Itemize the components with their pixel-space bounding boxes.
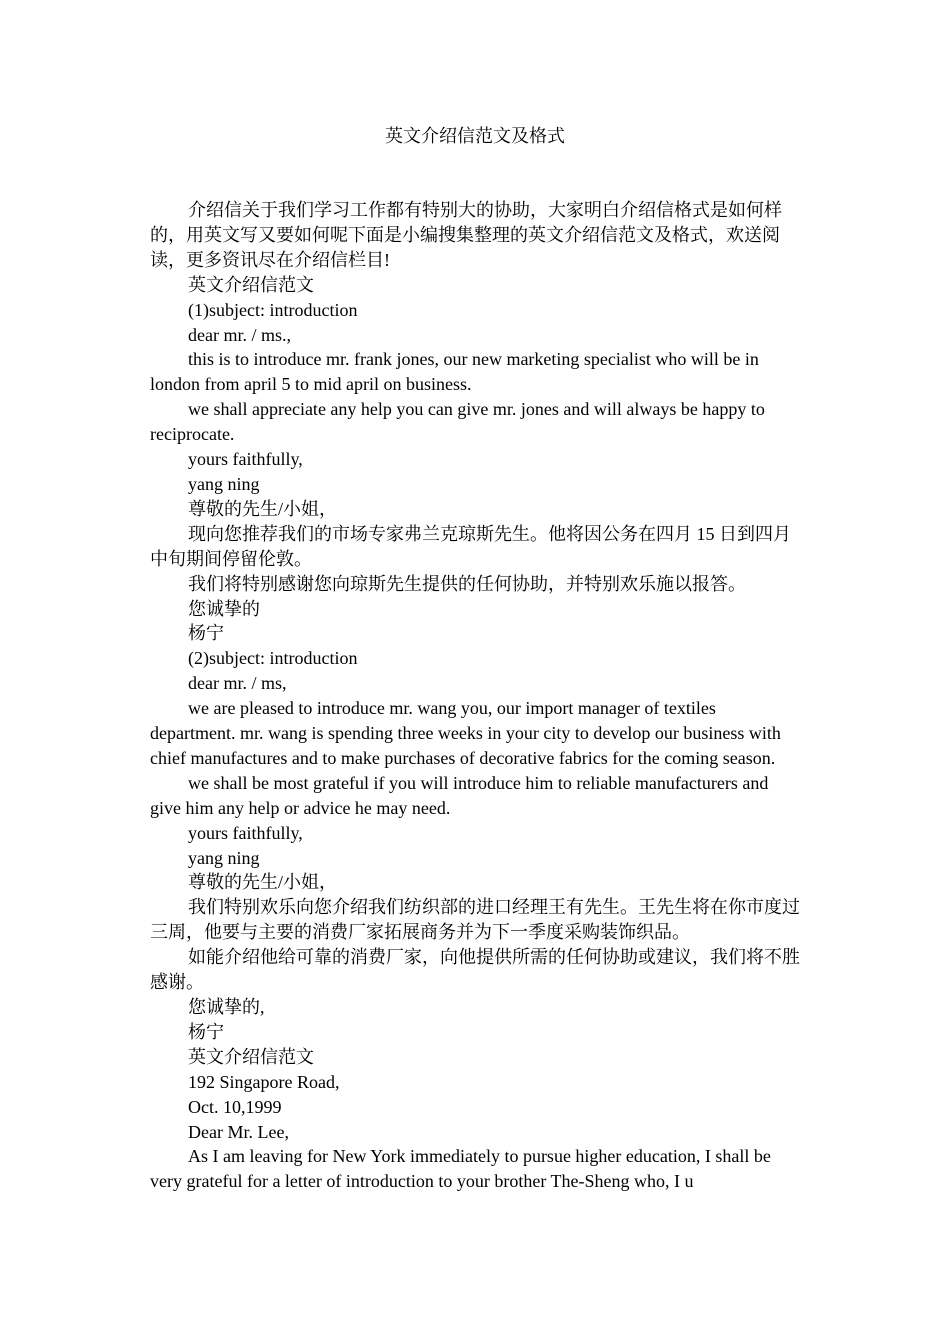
letter-paragraph: this is to introduce mr. frank jones, our new marketing specialist who will be in london from april 5 to mid april on business. — [150, 349, 759, 395]
letter-paragraph: we are pleased to introduce mr. wang you, our import manager of textiles department. mr. wang is spending three weeks in your city to develop our business with chief manufactures and to make purchases of decorative fabrics for the coming season. — [150, 698, 781, 768]
letter-paragraph: 我们将特别感谢您向琼斯先生提供的任何协助，并特别欢乐施以报答。 — [188, 573, 746, 594]
letter-closing: 您诚挚的, — [188, 997, 265, 1017]
document-body — [150, 198, 800, 1194]
letter-paragraph: As I am leaving for New York immediately to pursue higher education, I shall be very grateful for a letter of introduction to your brother The-Sheng who, I u — [150, 1146, 771, 1192]
letter-paragraph: 我们特别欢乐向您介绍我们纺织部的进口经理王有先生。王先生将在你市度过三周，他要与主要的消费厂家拓展商务并为下一季度采购装饰织品。 — [150, 897, 800, 943]
section-heading: 英文介绍信范文 — [188, 1046, 314, 1067]
letter-salutation: dear mr. / ms., — [188, 324, 291, 345]
letter-signature: yang ning — [188, 847, 260, 868]
letter-closing: yours faithfully, — [188, 822, 303, 843]
letter-date: Oct. 10,1999 — [188, 1096, 282, 1117]
letter-salutation: 尊敬的先生/小姐， — [188, 872, 338, 893]
letter-salutation: 尊敬的先生/小姐， — [188, 498, 338, 519]
letter-closing: yours faithfully, — [188, 449, 303, 470]
document-title: 英文介绍信范文及格式 — [385, 126, 565, 147]
paragraph-intro: 介绍信关于我们学习工作都有特别大的协助，大家明白介绍信格式是如何样的，用英文写又要如何呢下面是小编搜集整理的英文介绍信范文及格式，欢送阅读，更多资讯尽在介绍信栏目! — [150, 200, 782, 270]
letter-signature: yang ning — [188, 473, 260, 494]
letter-paragraph: 如能介绍他给可靠的消费厂家，向他提供所需的任何协助或建议，我们将不胜感谢。 — [150, 947, 800, 993]
letter-salutation: Dear Mr. Lee, — [188, 1121, 289, 1142]
letter-closing: 您诚挚的 — [188, 598, 260, 619]
section-heading: 英文介绍信范文 — [188, 274, 314, 295]
letter-signature: 杨宁 — [188, 1021, 224, 1042]
letter-salutation: dear mr. / ms, — [188, 673, 287, 694]
letter-subject: (2)subject: introduction — [188, 648, 358, 669]
letter-address: 192 Singapore Road, — [188, 1071, 340, 1092]
letter-paragraph: we shall be most grateful if you will introduce him to reliable manufacturers and give him any help or advice he may need. — [150, 772, 769, 818]
letter-signature: 杨宁 — [188, 623, 224, 644]
letter-paragraph: 现向您推荐我们的市场专家弗兰克琼斯先生。他将因公务在四月 15 日到四月中旬期间停留伦敦。 — [150, 523, 791, 569]
letter-paragraph: we shall appreciate any help you can give mr. jones and will always be happy to reciprocate. — [150, 399, 765, 445]
letter-subject: (1)subject: introduction — [188, 299, 358, 320]
